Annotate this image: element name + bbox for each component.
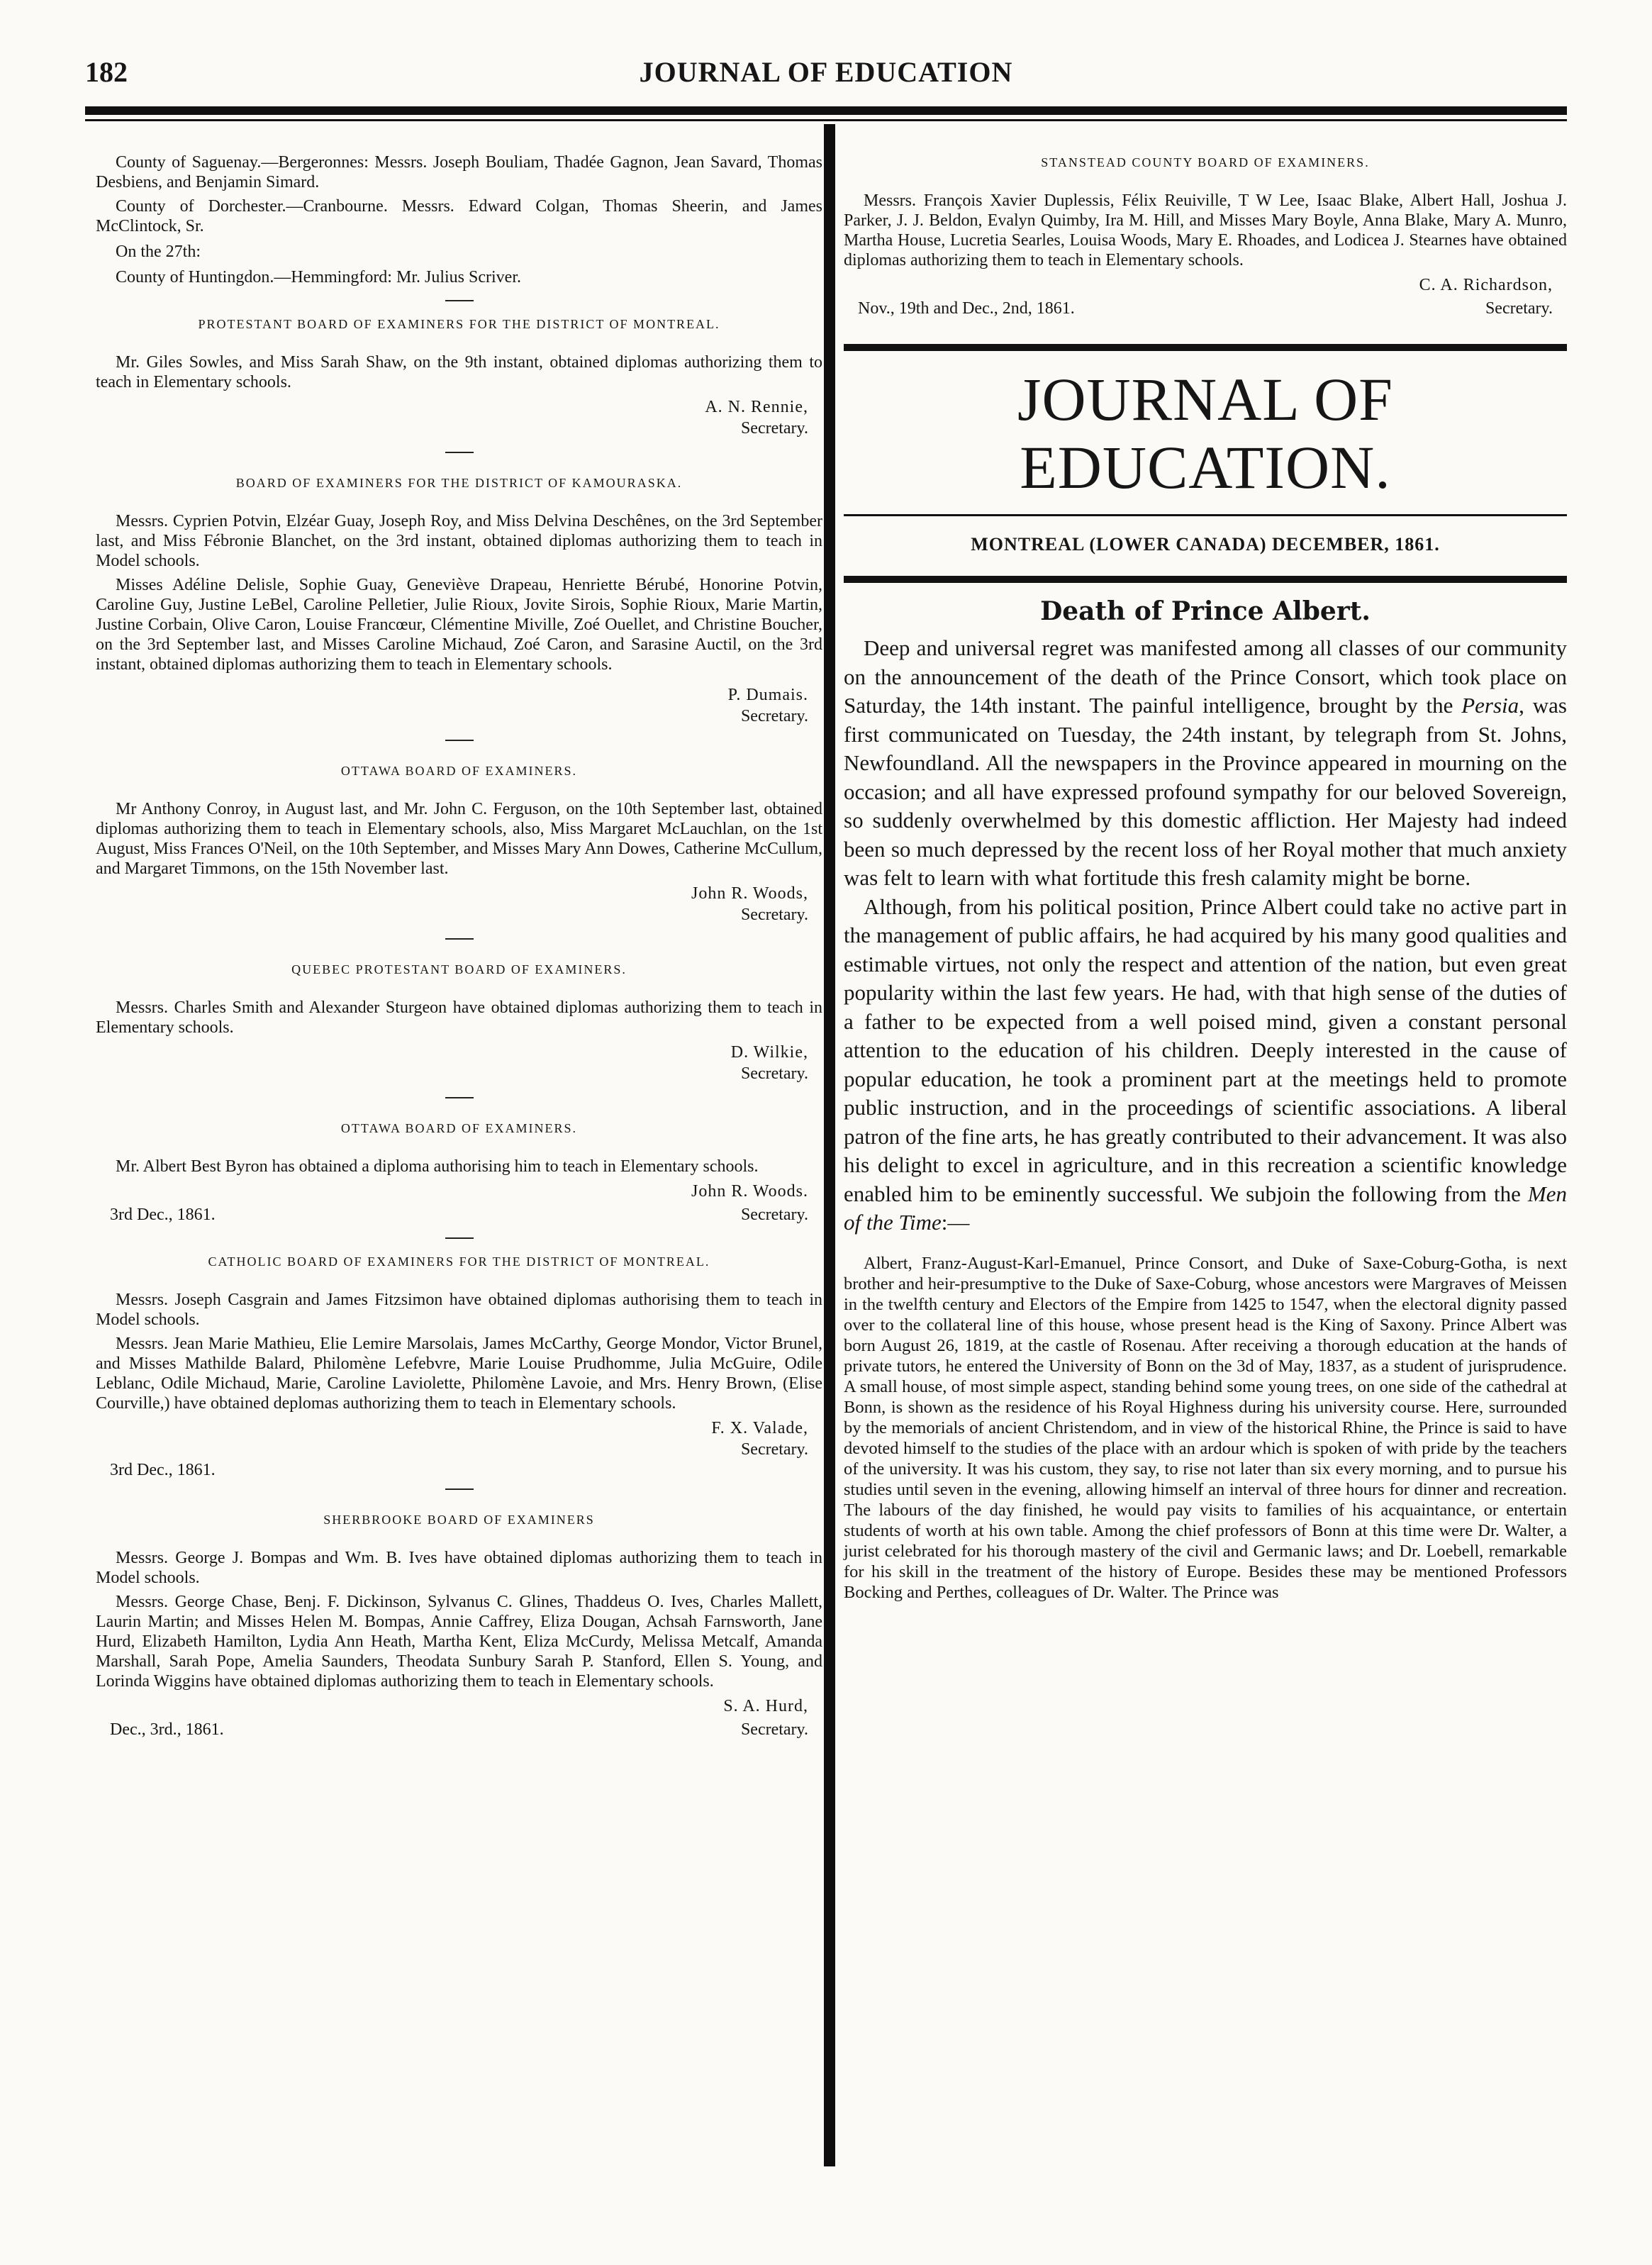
dateline: MONTREAL (LOWER CANADA) DECEMBER, 1861.	[971, 534, 1440, 555]
article-text: , was first communicated on Tuesday, the 24th instant, by telegraph from St. Johns, Newfoundland. All the newspapers in the Province appeared in mourning on the occasion; and all have expressed profound sympathy for our beloved Sovereign, so suddenly overwhelmed by this domestic affliction. Her Majesty had indeed been so much depressed by the recent loss of her Royal mother that much anxiety was felt to learn with what fortitude this fresh calamity might be borne.	[844, 693, 1567, 890]
column-divider	[824, 124, 835, 2166]
section-text: Messrs. George Chase, Benj. F. Dickinson, Sylvanus C. Glines, Thaddeus O. Ives, Charles Mallett, Laurin Martin; and Misses Helen M. Bompas, Annie Caffrey, Eliza Dougan, Achsah Farnsworth, Jane Hurd, Elizabeth Hamilton, Lydia Ann Heath, Martha Kent, Eliza McCurdy, Melissa Metcalf, Amanda Marshall, Sarah Pope, Amelia Saunders, Theodata Sunbury Sarah P. Stanford, Ellen S. Young, and Lorinda Wiggins have obtained diplomas authorizing them to teach in Elementary schools.	[96, 1593, 822, 1691]
signatory-title: Secretary.	[740, 707, 808, 725]
signatory-name: P. Dumais.	[727, 686, 808, 704]
notice-date: 3rd Dec., 1861.	[110, 1461, 216, 1479]
section-heading: OTTAWA BOARD OF EXAMINERS.	[340, 764, 578, 778]
section-text: Messrs. François Xavier Duplessis, Félix Reuiville, T W Lee, Isaac Blake, Albert Hall, Joshua J. Parker, J. J. Beldon, Evalyn Quimby, Ira M. Hill, and Misses Mary Boyle, Anna Blake, Mary A. Munro, Martha House, Lucretia Searles, Louisa Woods, Mary E. Rhoades, and Lodicea J. Stearnes have obtained diplomas authorizing them to teach in Elementary schools.	[844, 191, 1567, 269]
section-text: Mr Anthony Conroy, in August last, and Mr. John C. Ferguson, on the 10th September last, obtained diplomas authorizing them to teach in Elementary schools, also, Miss Margaret McLauchlan, on the 1st August, Miss Frances O'Neil, on the 10th September, and Misses Mary Ann Dowes, Catherine McCullum, and Margaret Timmons, on the 15th November last.	[96, 800, 822, 878]
date-signature-row	[96, 1720, 822, 1740]
separator-dash	[445, 1097, 474, 1098]
section-text: Messrs. Jean Marie Mathieu, Elie Lemire Marsolais, James McCarthy, George Mondor, Victor Brunel, and Misses Mathilde Balard, Philomène Lefebvre, Marie Louise Prudhomme, Julia McGuire, Odile Leblanc, Odile Michaud, Marie, Caroline Laviolette, Philomène Lavoie, and Mrs. Henry Brown, (Elise Courville,) have obtained deplomas authorizing them to teach in Elementary schools.	[96, 1335, 822, 1413]
masthead-rule-thin	[844, 514, 1567, 516]
separator-dash	[445, 938, 474, 940]
notice-saguenay: County of Saguenay.—Bergeronnes: Messrs. Joseph Bouliam, Thadée Gagnon, Jean Savard, Thomas Desbiens, and Benjamin Simard.	[96, 153, 822, 191]
separator-dash	[445, 300, 474, 301]
article-text: Although, from his political position, Prince Albert could take no active part in the management of public affairs, he had acquired by his many good qualities and estimable virtues, not only the respect and attention of the nation, but even great popularity within the last few years. He had, with that high sense of the duties of a father to be expected from a well poised mind, given a constant personal attention to the education of his children. Deeply interested in the cause of popular education, he took a prominent part at the meetings held to promote public instruction, and in the proceedings of scientific associations. A liberal patron of the fine arts, he has greatly contributed to their advancement. It was also his delight to excel in agriculture, and in this recreation a scientific knowledge enabled him to be eminently successful. We subjoin the following from the	[844, 894, 1567, 1206]
book-title: Men of the Time	[844, 1181, 1567, 1235]
signatory-name: A. N. Rennie,	[705, 398, 808, 416]
separator-dash	[445, 1237, 474, 1239]
section-text: Messrs. Charles Smith and Alexander Sturgeon have obtained diplomas authorizing them to teach in Elementary schools.	[96, 998, 822, 1037]
signatory-name: C. A. Richardson,	[1419, 276, 1553, 294]
notice-date: Nov., 19th and Dec., 2nd, 1861.	[858, 299, 1075, 318]
quote-paragraph: Albert, Franz-August-Karl-Emanuel, Prince Consort, and Duke of Saxe-Coburg-Gotha, is next brother and heir-presumptive to the Duke of Saxe-Coburg, whose ancestors were Margraves of Meissen in the twelfth century and Electors of the Empire from 1425 to 1547, when the electoral dignity passed over to the collateral line of this house, whose present head is the King of Saxony. Prince Albert was born August 26, 1819, at the castle of Rosenau. After receiving a thorough education at the hands of private tutors, he entered the University of Bonn on the 3d of May, 1837, as a student of jurisprudence. A small house, of most simple aspect, standing behind some young trees, on one side of the cathedral at Bonn, is shown as the residence of his Royal Highness during his university course. Here, surrounded by the memorials of ancient Christendom, and in view of the historical Rhine, the Prince is said to have devoted himself to the studies of the place with an ardour which is spoken of with pride by the teachers of the university. It was his custom, they say, to rise not later than six every morning, and to pursue his studies until seven in the evening, allowing himself an interval of three hours for dinner and recreation. The labours of the day finished, he would pay visits to families of his acquaintance, or entertain students of worth at his own table. Among the chief professors of Bonn at this time were Dr. Walter, a jurist celebrated for his thorough mastery of the civil and Germanic laws; and Dr. Loebell, remarkable for his skill in the treatment of the history of Europe. Besides these may be mentioned Professors Bocking and Perthes, colleagues of Dr. Walter. The Prince was	[844, 1253, 1567, 1602]
signatory-name: F. X. Valade,	[711, 1419, 808, 1437]
date-signature-row	[844, 299, 1567, 318]
section-text: Misses Adéline Delisle, Sophie Guay, Geneviève Drapeau, Henriette Bérubé, Honorine Potvin, Caroline Guy, Justine LeBel, Caroline Pelletier, Julie Rioux, Jovite Sirois, Sophie Rioux, Marie Martin, Justine Corbain, Olive Caron, Louise Francœur, Clémentine Miville, Zoé Ouellet, and Christine Boucher, on the 3rd September last, and Misses Caroline Michaud, Zoé Caron, and Sarasine Auctil, on the 3rd instant, obtained diplomas authorizing them to teach in Elementary schools.	[96, 576, 822, 674]
left-column	[96, 152, 822, 1740]
notice-date: 3rd Dec., 1861.	[110, 1206, 216, 1224]
section-heading: PROTESTANT BOARD OF EXAMINERS FOR THE DISTRICT OF MONTREAL.	[198, 317, 720, 331]
section-heading: STANSTEAD COUNTY BOARD OF EXAMINERS.	[1041, 155, 1370, 169]
article-paragraph	[844, 634, 1567, 893]
header-rule	[85, 106, 1567, 115]
section-heading: SHERBROOKE BOARD OF EXAMINERS	[323, 1513, 595, 1527]
notice-dorchester: County of Dorchester.—Cranbourne. Messrs. Edward Colgan, Thomas Sheerin, and James McClintock, Sr.	[96, 197, 822, 235]
article-heading: Death of Prince Albert.	[1040, 596, 1371, 626]
running-title: JOURNAL OF EDUCATION	[639, 56, 1013, 88]
section-text: Mr. Giles Sowles, and Miss Sarah Shaw, on the 9th instant, obtained diplomas authorizing them to teach in Elementary schools.	[96, 353, 822, 391]
section-heading: BOARD OF EXAMINERS FOR THE DISTRICT OF KAMOURASKA.	[235, 476, 683, 490]
signature	[96, 396, 822, 439]
date-signature-row	[96, 1205, 822, 1225]
signatory-title: Secretary.	[1485, 299, 1553, 318]
section-text: Messrs. Joseph Casgrain and James Fitzsimon have obtained diplomas authorising them to teach in Model schools.	[96, 1291, 822, 1329]
signatory-name: John R. Woods.	[691, 1182, 808, 1201]
signatory-title: Secretary.	[740, 1440, 808, 1459]
masthead-rule	[844, 344, 1567, 351]
article-paragraph	[844, 893, 1567, 1237]
article-text: :—	[941, 1210, 970, 1235]
signatory-title: Secretary.	[740, 906, 808, 924]
signature	[96, 883, 822, 925]
signature	[96, 1696, 822, 1717]
notice-huntingdon: County of Huntingdon.—Hemmingford: Mr. Julius Scriver.	[116, 268, 521, 286]
section-text: Messrs. George J. Bompas and Wm. B. Ives have obtained diplomas authorizing them to teach in Model schools.	[96, 1549, 822, 1587]
page-number: 182	[85, 56, 128, 88]
section-heading: CATHOLIC BOARD OF EXAMINERS FOR THE DISTRICT OF MONTREAL.	[208, 1254, 710, 1269]
separator-dash	[445, 452, 474, 453]
signatory-name: D. Wilkie,	[730, 1043, 808, 1062]
notice-date: On the 27th:	[116, 243, 201, 261]
running-header	[85, 55, 1567, 98]
article-text: Deep and universal regret was manifested among all classes of our community on the announcement of the death of the Prince Consort, which took place on Saturday, the 14th instant. The painful intelligence, brought by the	[844, 635, 1567, 718]
section-heading: OTTAWA BOARD OF EXAMINERS.	[340, 1121, 578, 1135]
right-column	[844, 152, 1567, 1603]
header-rule-thin	[85, 119, 1567, 121]
masthead-title: JOURNAL OF EDUCATION.	[1017, 365, 1394, 501]
section-text: Mr. Albert Best Byron has obtained a diploma authorising him to teach in Elementary schools.	[116, 1157, 759, 1176]
signatory-name: S. A. Hurd,	[723, 1697, 808, 1715]
signature	[96, 1418, 822, 1460]
notice-date: Dec., 3rd., 1861.	[110, 1720, 224, 1739]
signatory-title: Secretary.	[740, 1206, 808, 1224]
signature	[96, 1181, 822, 1202]
section-heading: QUEBEC PROTESTANT BOARD OF EXAMINERS.	[291, 962, 627, 976]
separator-dash	[445, 1488, 474, 1490]
dateline-rule	[844, 576, 1567, 583]
signature	[96, 684, 822, 727]
signatory-title: Secretary.	[740, 1064, 808, 1083]
signatory-name: John R. Woods,	[691, 884, 808, 903]
signatory-title: Secretary.	[740, 1720, 808, 1739]
separator-dash	[445, 740, 474, 741]
signatory-title: Secretary.	[740, 419, 808, 438]
signature	[96, 1042, 822, 1084]
article-quote	[844, 1253, 1567, 1603]
signature	[844, 274, 1567, 296]
article-body	[844, 634, 1567, 1237]
ship-name: Persia	[1461, 693, 1519, 718]
section-text: Messrs. Cyprien Potvin, Elzéar Guay, Joseph Roy, and Miss Delvina Deschênes, on the 3rd September last, and Miss Fébronie Blanchet, on the 3rd instant, obtained diplomas authorizing them to teach in Model schools.	[96, 512, 822, 570]
